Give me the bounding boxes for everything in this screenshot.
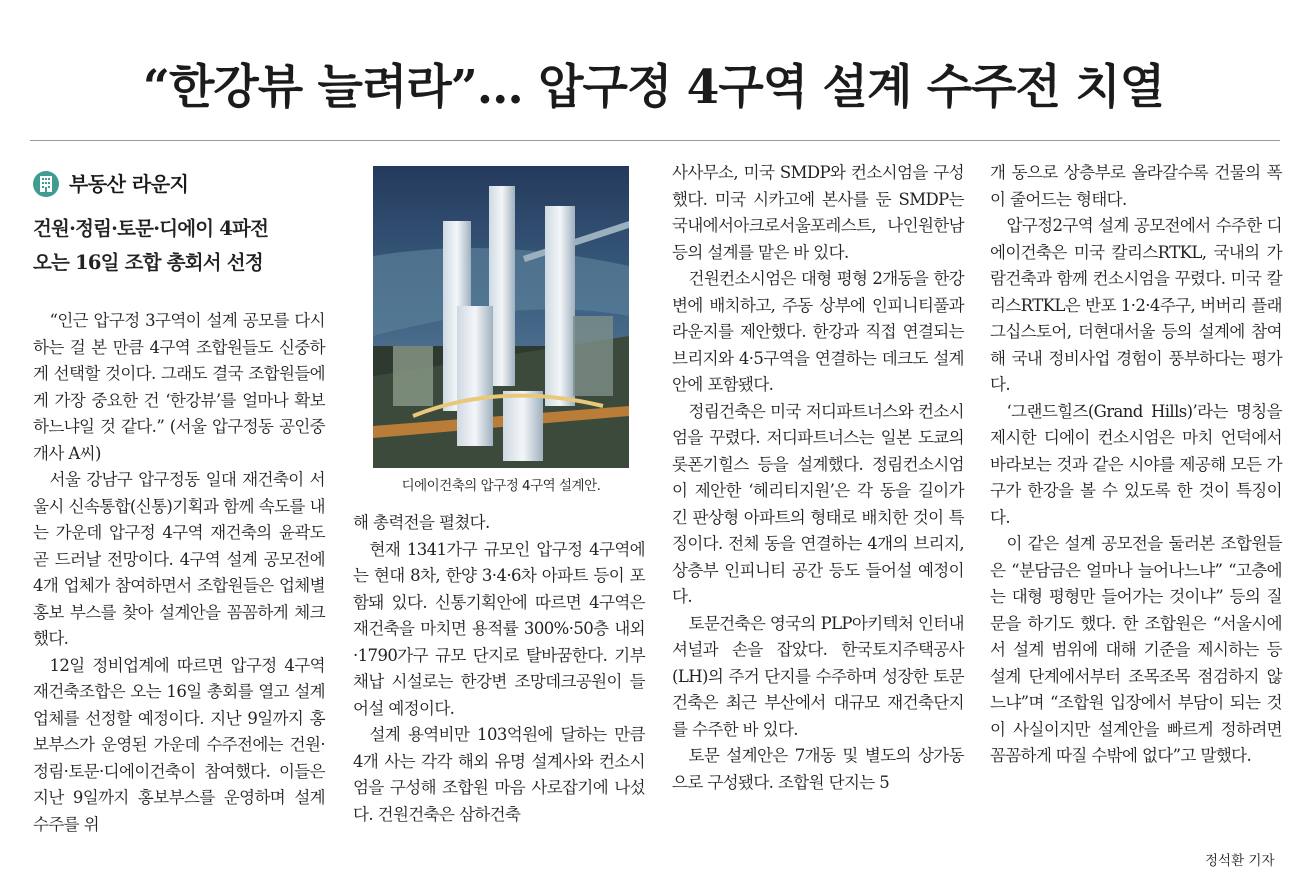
byline: 정석환 기자 bbox=[1205, 853, 1275, 869]
section-label bbox=[33, 164, 325, 204]
paragraph: 설계 용역비만 103억원에 달하는 만큼 4개 사는 각각 해외 유명 설계사와 컨소시엄을 구성해 조합원 마음 사로잡기에 나섰다. 건원건축은 삼하건축 bbox=[353, 725, 645, 824]
photo-caption: 디에이건축의 압구정 4구역 설계안. bbox=[401, 478, 601, 494]
article-column-4 bbox=[990, 160, 1282, 770]
headline: “한강뷰 늘려라”… 압구정 4구역 설계 수주전 치열 bbox=[142, 60, 1165, 115]
headline-divider bbox=[30, 140, 1280, 141]
article-photo bbox=[373, 166, 629, 468]
article-column-2 bbox=[353, 510, 645, 828]
paragraph: 토문 설계안은 7개동 및 별도의 상가동으로 구성됐다. 조합원 단지는 5 bbox=[672, 746, 964, 792]
paragraph: 12일 정비업계에 따르면 압구정 4구역 재건축조합은 오는 16일 총회를 열고 설계업체를 선정할 예정이다. 지난 9일까지 홍보부스가 운영된 가운데 수주전에는 건원·정림·토문·디에이건축이 참여했다. 이들은 지난 9일까지 홍보부스를 운영하며 설계 수주를 위 bbox=[33, 655, 325, 834]
paragraph: ‘그랜드힐즈(Grand Hills)’라는 명칭을 제시한 디에이 컨소시엄은 마치 언덕에서 바라보는 것과 같은 시야를 제공해 모든 가구가 한강을 볼 수 있도록 한 것이 특징이다. bbox=[990, 401, 1282, 527]
paragraph: 토문건축은 영국의 PLP아키텍처 인터내셔널과 손을 잡았다. 한국토지주택공사(LH)의 주거 단지를 수주하며 성장한 토문건축은 최근 부산에서 대규모 재건축단지를 수주한 바 있다. bbox=[672, 613, 964, 739]
paragraph: 이 같은 설계 공모전을 둘러본 조합원들은 “분담금은 얼마나 늘어나느냐” “고층에는 대형 평형만 들어가는 것이냐” 등의 질문을 하기도 했다. 한 조합원은 “서울시에서 설계 범위에 대해 기준을 제시하는 등 설계 단계에서부터 조목조목 점검하지 않느냐”며 “조합원 입장에서 부담이 되는 것이 사실이지만 설계안을 빠르게 정하려면 꼼꼼하게 따질 수밖에 없다”고 말했다. bbox=[990, 534, 1282, 765]
paragraph: “인근 압구정 3구역이 설계 공모를 다시 하는 걸 본 만큼 4구역 조합원들도 신중하게 선택할 것이다. 그래도 결국 조합원들에게 가장 중요한 건 ‘한강뷰’를 얼마나 확보하느냐일 것 같다.” (서울 압구정동 공인중개사 A씨) bbox=[33, 311, 325, 463]
section-label-text: 부동산 라운지 bbox=[69, 171, 189, 196]
paragraph: 해 총력전을 펼쳤다. bbox=[353, 513, 490, 532]
paragraph: 개 동으로 상층부로 올라갈수록 건물의 폭이 줄어드는 형태다. bbox=[990, 163, 1282, 209]
paragraph: 정림건축은 미국 저디파트너스와 컨소시엄을 꾸렸다. 저디파트너스는 일본 도쿄의 롯폰기힐스 등을 설계했다. 정림컨소시엄이 제안한 ‘헤리티지원’은 각 동을 길이가 긴 판상형 아파트의 형태로 배치한 것이 특징이다. 전체 동을 연결하는 4개의 브리지, 상층부 인피니티 공간 등도 들어설 예정이다. bbox=[672, 401, 964, 606]
subheadline-line-2: 오는 16일 조합 총회서 선정 bbox=[33, 251, 263, 274]
paragraph: 건원컨소시엄은 대형 평형 2개동을 한강변에 배치하고, 주동 상부에 인피니티풀과 라운지를 제안했다. 한강과 직접 연결되는 브리지와 4·5구역을 연결하는 데크도 설계안에 포함됐다. bbox=[672, 269, 964, 394]
paragraph: 압구정2구역 설계 공모전에서 수주한 디에이건축은 미국 칼리스RTKL, 국내의 가람건축과 함께 컨소시엄을 꾸렸다. 미국 칼리스RTKL은 반포 1·2·4주구, 버버리 플래그십스토어, 더현대서울 등의 설계에 참여해 국내 정비사업 경험이 풍부하다는 평가다. bbox=[990, 216, 1282, 394]
subheadline bbox=[33, 212, 325, 280]
paragraph: 사사무소, 미국 SMDP와 컨소시엄을 구성했다. 미국 시카고에 본사를 둔 SMDP는국내에서아크로서울포레스트, 나인원한남 등의 설계를 맡은 바 있다. bbox=[672, 163, 964, 262]
paragraph: 현재 1341가구 규모인 압구정 4구역에는 현대 8차, 한양 3·4·6차 아파트 등이 포함돼 있다. 신통기획안에 따르면 4구역은 재건축을 마치면 용적률 300%·50층 내외·1790가구 규모 단지로 탈바꿈한다. 기부채납 시설로는 한강변 조망데크공원이 들어설 예정이다. bbox=[353, 539, 645, 718]
article-column-3 bbox=[672, 160, 964, 796]
paragraph: 서울 강남구 압구정동 일대 재건축이 서울시 신속통합(신통)기획과 함께 속도를 내는 가운데 압구정 4구역 재건축의 윤곽도 곧 드러날 전망이다. 4구역 설계 공모전에 4개 업체가 참여하면서 조합원들은 업체별 홍보 부스를 찾아 설계안을 꼼꼼하게 체크했다. bbox=[33, 470, 325, 648]
building-icon bbox=[33, 171, 59, 197]
article-column-1 bbox=[33, 164, 325, 838]
subheadline-line-1: 건원·정림·토문·디에이 4파전 bbox=[33, 217, 269, 240]
